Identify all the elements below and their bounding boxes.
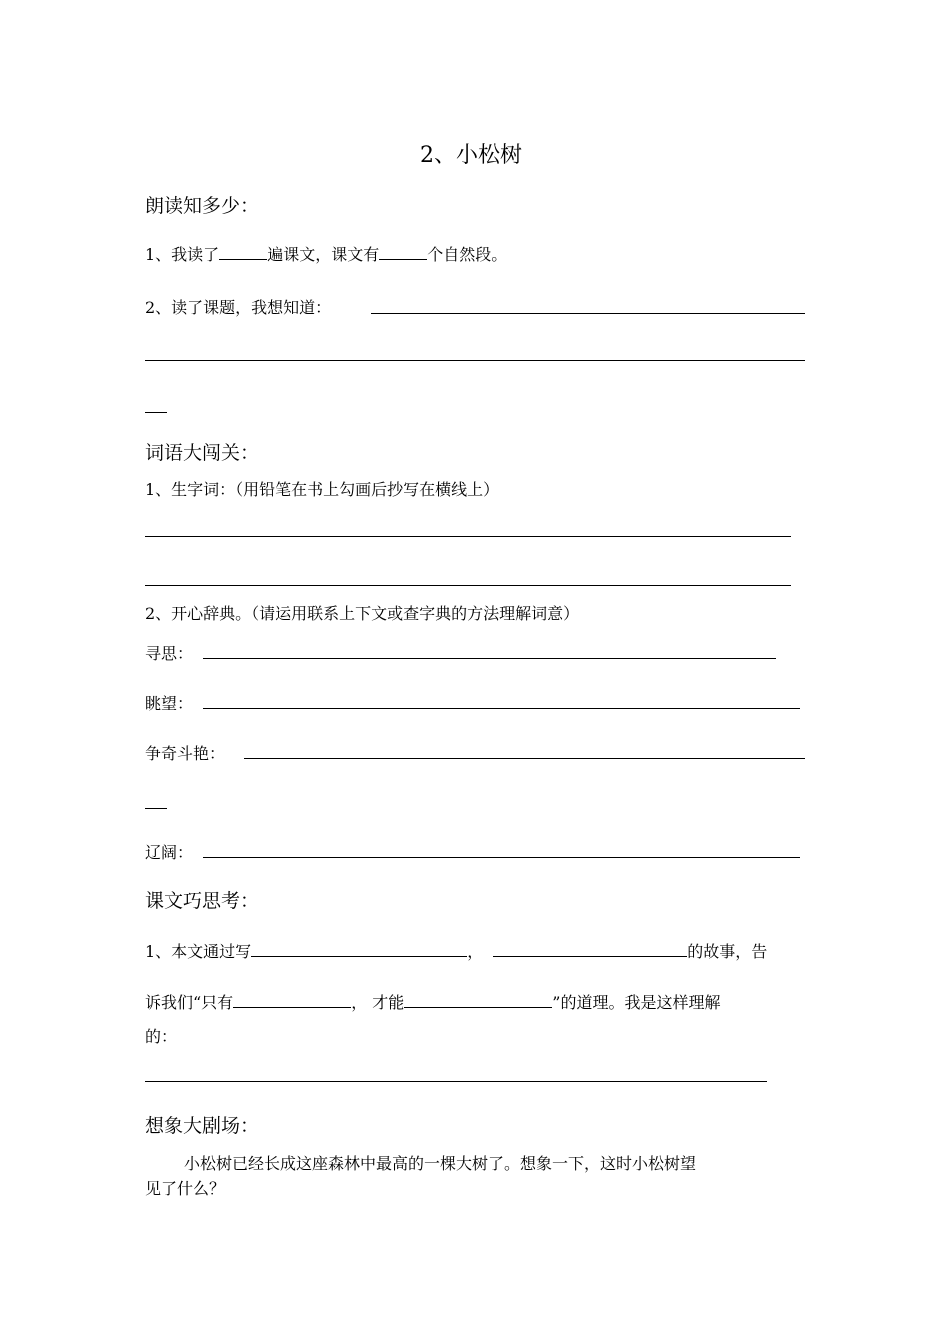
question-read-count [145,242,507,265]
blank-read-times[interactable] [219,243,267,260]
answer-line[interactable] [145,808,167,809]
section-heading-imagination: 想象大剧场： [145,1115,260,1137]
answer-line[interactable] [244,758,805,759]
question-want-to-know: 2、读了课题，我想知道： [145,298,332,317]
page-title: 2、小松树 [420,143,522,168]
question-text: 1、我读了 [145,245,220,264]
section-heading-thinking: 课文巧思考： [145,890,260,912]
question-text: 诉我们“只有 [145,993,234,1012]
imagination-prompt: 见了什么？ [145,1179,226,1198]
answer-line[interactable] [145,360,805,361]
answer-line[interactable] [203,857,800,858]
word-label: 眺望： [145,694,194,713]
section-heading-vocabulary: 词语大闯关： [145,442,260,464]
question-text: 的： [145,1027,178,1046]
answer-line[interactable] [145,1081,767,1082]
blank-only-if[interactable] [233,991,351,1008]
answer-line[interactable] [145,412,167,413]
imagination-prompt: 小松树已经长成这座森林中最高的一棵大树了。想象一下，这时小松树望 [184,1154,697,1173]
question-text: ”的道理。我是这样理解 [552,993,721,1012]
blank-then[interactable] [404,991,552,1008]
question-text: 个自然段。 [427,245,508,264]
question-text: 遍课文，课文有 [267,245,380,264]
question-story [145,939,767,962]
answer-line[interactable] [145,536,791,537]
word-label: 辽阔： [145,843,194,862]
word-label: 争奇斗艳： [145,744,226,763]
blank-paragraph-count[interactable] [379,243,427,260]
question-text: 1、本文通过写 [145,942,252,961]
blank-story-a[interactable] [251,940,467,957]
question-text: ， [467,942,484,961]
blank-story-b[interactable] [493,940,687,957]
question-new-words: 1、生字词：（用铅笔在书上勾画后抄写在横线上） [145,480,500,499]
answer-line[interactable] [203,658,776,659]
answer-line[interactable] [145,585,791,586]
question-text: ， 才能 [351,993,405,1012]
question-lesson [145,990,720,1013]
answer-line[interactable] [371,313,805,314]
question-text: 的故事，告 [687,942,768,961]
question-dictionary: 2、开心辞典。（请运用联系上下文或查字典的方法理解词意） [145,604,580,623]
word-label: 寻思： [145,644,194,663]
section-heading-reading: 朗读知多少： [145,195,260,217]
answer-line[interactable] [203,708,800,709]
